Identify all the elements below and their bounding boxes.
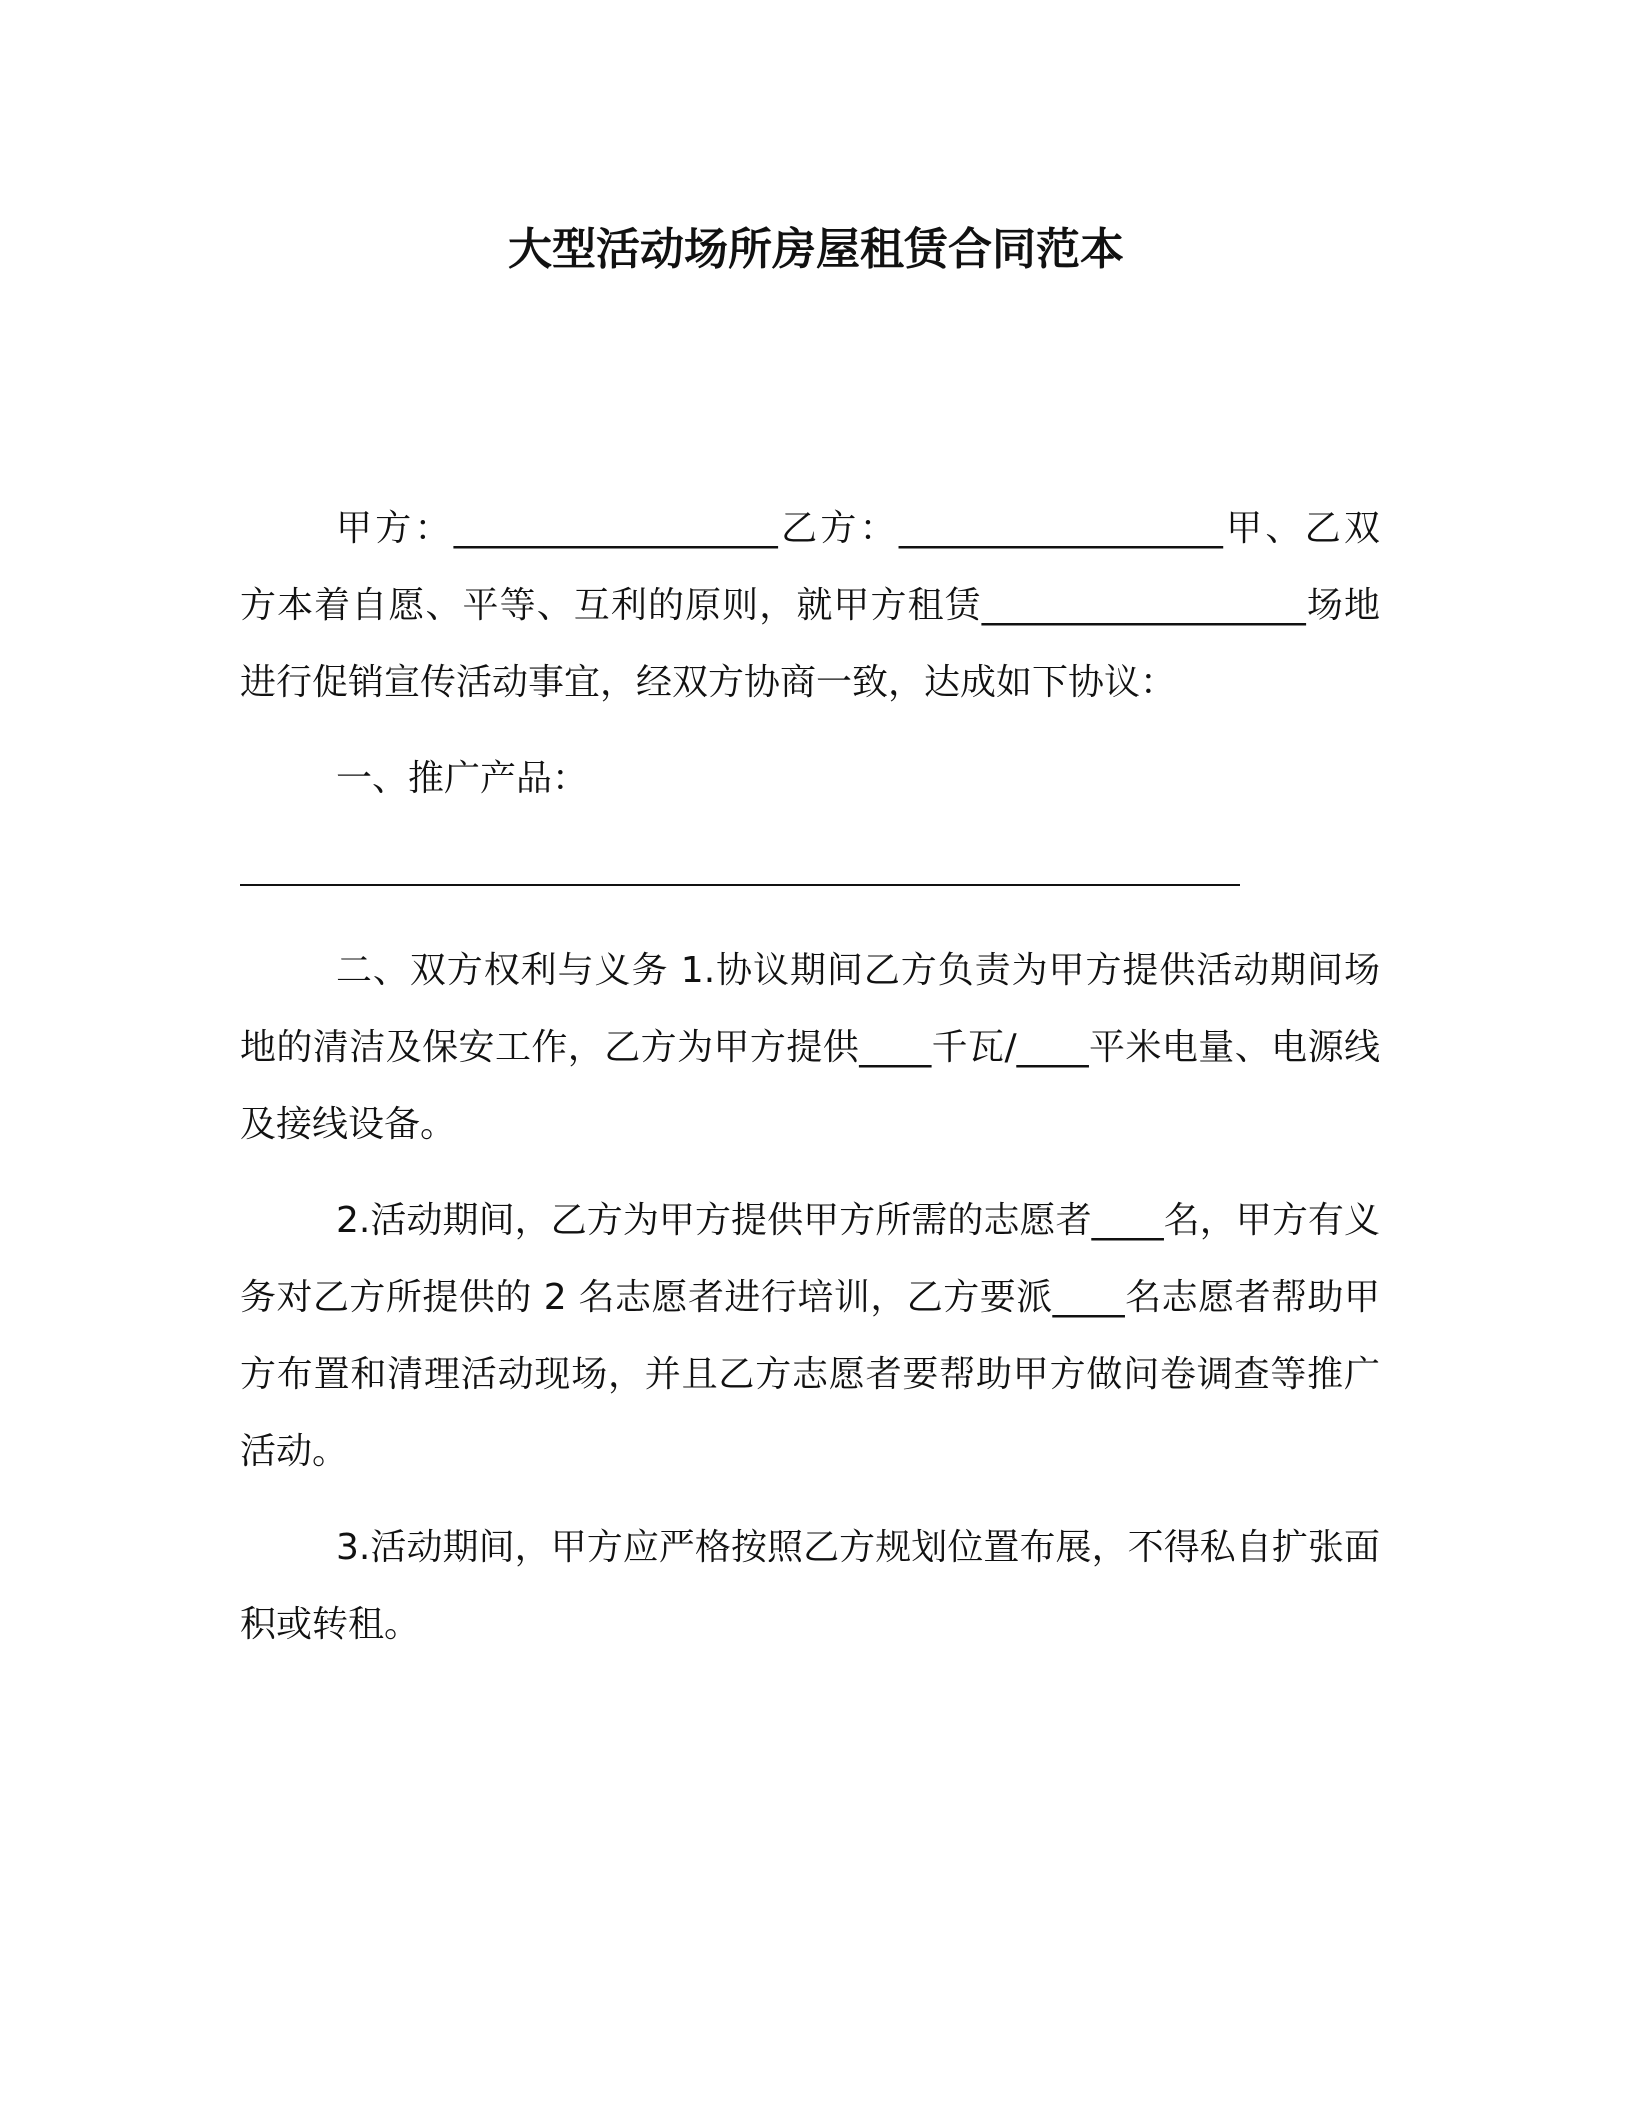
document-body (240, 490, 1380, 1682)
blank-underline (240, 884, 1240, 886)
document-title: 大型活动场所房屋租赁合同范本 (508, 224, 1124, 275)
clause-layout: 3.活动期间，甲方应严格按照乙方规划位置布展，不得私自扩张面积或转租。 (240, 1527, 1380, 1645)
clause-volunteers: 2.活动期间，乙方为甲方提供甲方所需的志愿者____名，甲方有义务对乙方所提供的 2 名志愿者进行培训，乙方要派____名志愿者帮助甲方布置和清理活动现场，并且乙方志愿者要帮助甲方做问卷调查等推广活动。 (240, 1200, 1380, 1472)
section-rights-obligations: 二、双方权利与义务 1.协议期间乙方负责为甲方提供活动期间场地的清洁及保安工作，乙方为甲方提供____千瓦/____平米电量、电源线及接线设备。 (240, 950, 1380, 1145)
parties-paragraph (240, 490, 1380, 721)
parties-line-1: 甲方：__________________乙方：__________________甲、乙 (336, 508, 1344, 549)
parties-line-2: 双方本着自愿、平等、互利的原则，就甲方租赁__________________ (240, 508, 1380, 626)
parties-line-3: 场地进行促销宣传活动事宜，经双方协商一致，达成如下协议： (240, 585, 1380, 703)
section-promoted-products: 一、推广产品： (336, 758, 589, 799)
products-blank-line (240, 836, 1380, 913)
